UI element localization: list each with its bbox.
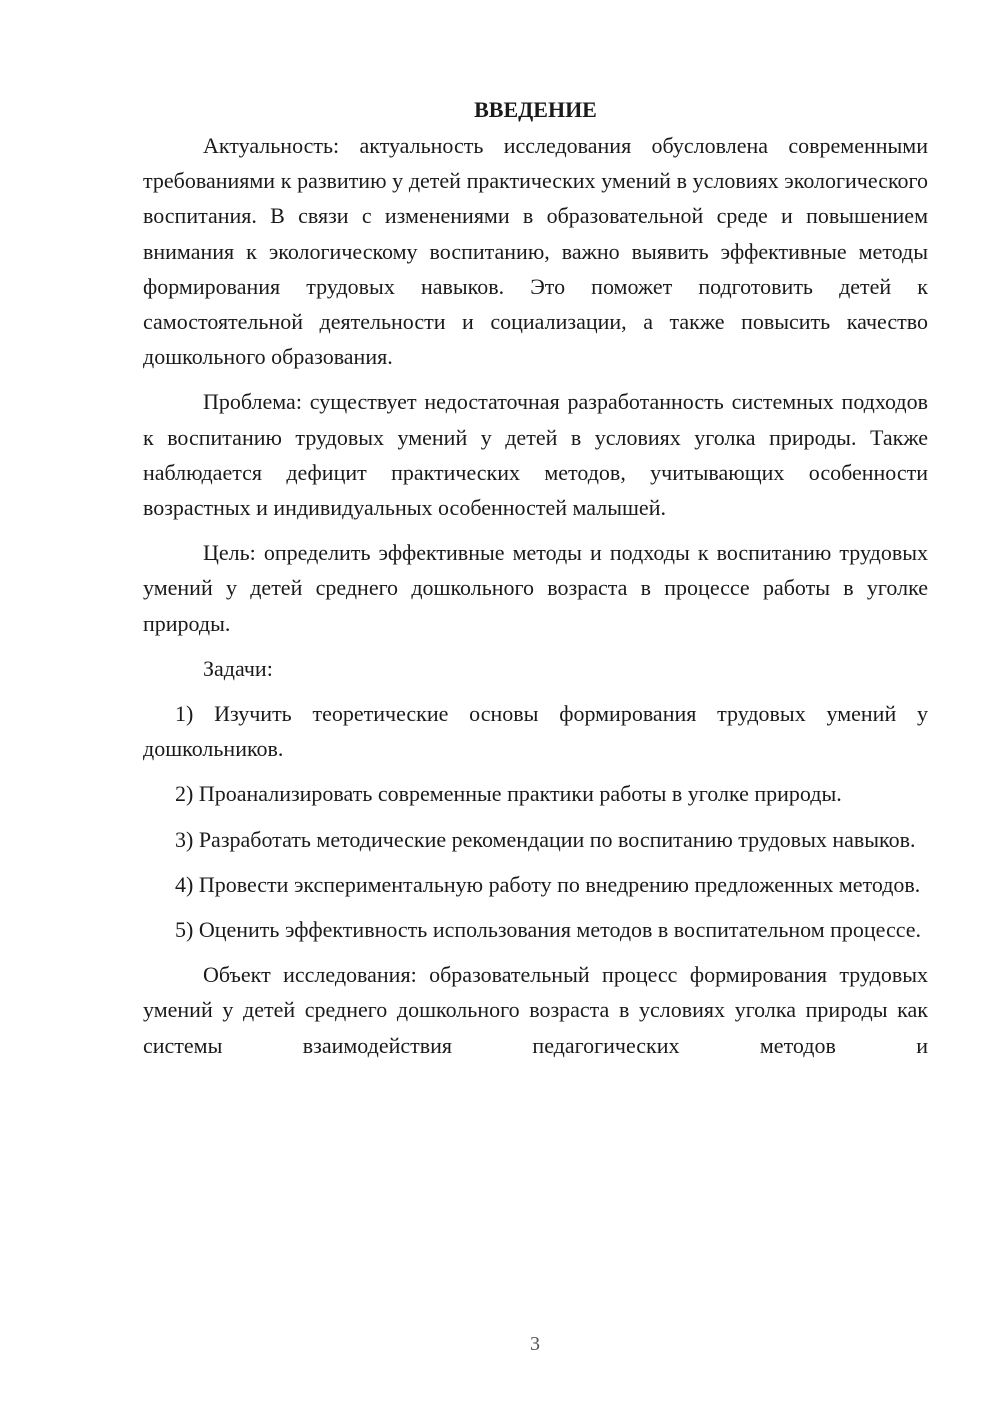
- paragraph-tasks-label: Задачи:: [203, 655, 273, 681]
- paragraph-object: Объект исследования: образовательный процесс формирования трудовых умений у детей среднего дошкольного возраста в условиях уголка природы как системы взаимодействия педагогических методов и: [143, 962, 928, 1058]
- paragraph-goal: Цель: определить эффективные методы и подходы к воспитанию трудовых умений у детей среднего дошкольного возраста в процессе работы в уголке природы.: [143, 540, 928, 636]
- task-item-1: 1) Изучить теоретические основы формирования трудовых умений у дошкольников.: [143, 701, 928, 762]
- paragraph-relevance: Актуальность: актуальность исследования обусловлена современными требованиями к развитию у детей практических умений в условиях экологического воспитания. В связи с изменениями в образовательной среде и повышением внимания к экологическому воспитанию, важно выявить эффективные методы формирования трудовых навыков. Это поможет подготовить детей к самостоятельной деятельности и социализации, а также повысить качество дошкольного образования.: [143, 133, 928, 370]
- document-page: [143, 92, 928, 1063]
- task-item-4: 4) Провести экспериментальную работу по внедрению предложенных методов.: [175, 871, 921, 897]
- section-heading: ВВЕДЕНИЕ: [474, 97, 597, 122]
- task-item-3: 3) Разработать методические рекомендации по воспитанию трудовых навыков.: [175, 826, 916, 852]
- task-item-2: 2) Проанализировать современные практики работы в уголке природы.: [175, 781, 842, 807]
- page-number: 3: [530, 1333, 540, 1355]
- paragraph-problem: Проблема: существует недостаточная разработанность системных подходов к воспитанию трудовых умений у детей в условиях уголка природы. Также наблюдается дефицит практических методов, учитывающих особенности возрастных и индивидуальных особенностей малышей.: [143, 389, 928, 521]
- task-item-5: 5) Оценить эффективность использования методов в воспитательном процессе.: [175, 917, 922, 943]
